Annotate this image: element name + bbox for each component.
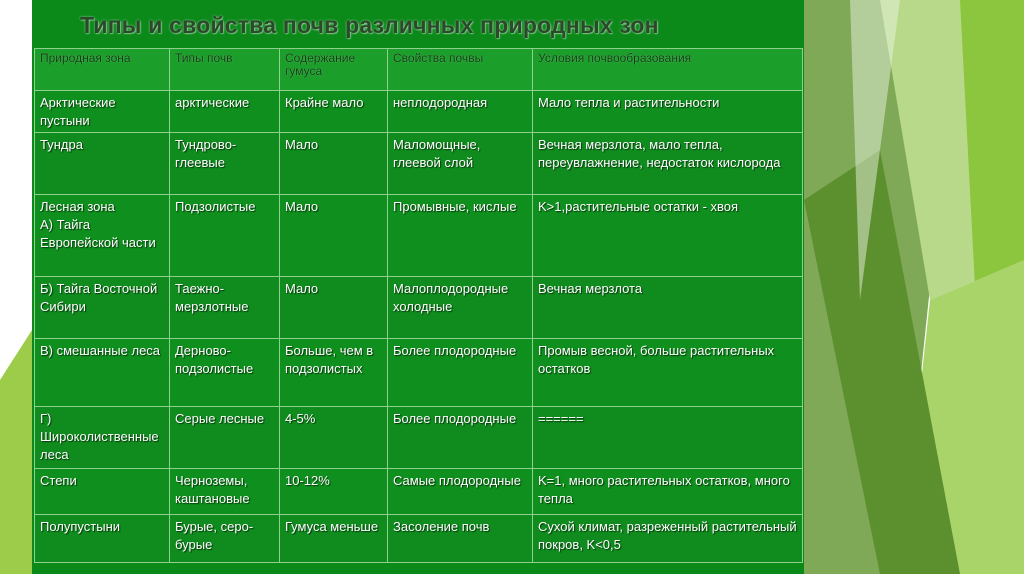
table-header-row xyxy=(35,49,803,91)
cell-zone: Полупустыни xyxy=(35,515,170,563)
cell-conditions: K=1, много растительных остатков, много тепла xyxy=(533,469,803,515)
cell-soil-type: Подзолистые xyxy=(170,195,280,277)
cell-soil-type: Серые лесные xyxy=(170,407,280,469)
cell-soil-type: Таежно-мерзлотные xyxy=(170,277,280,339)
cell-properties: Промывные, кислые xyxy=(388,195,533,277)
slide-title: Типы и свойства почв различных природных зон xyxy=(80,12,659,38)
left-triangle-shape xyxy=(0,330,32,574)
header-humus: Содержание гумуса xyxy=(280,49,388,91)
cell-properties: неплодородная xyxy=(388,91,533,133)
table-row xyxy=(35,469,803,515)
table-row xyxy=(35,339,803,407)
soil-table xyxy=(34,48,803,563)
cell-conditions: Мало тепла и растительности xyxy=(533,91,803,133)
cell-soil-type: арктические xyxy=(170,91,280,133)
cell-zone: Степи xyxy=(35,469,170,515)
cell-conditions: Промыв весной, больше растительных остатков xyxy=(533,339,803,407)
cell-zone: Г) Широколиственные леса xyxy=(35,407,170,469)
table-row xyxy=(35,195,803,277)
header-zone: Природная зона xyxy=(35,49,170,91)
table-row xyxy=(35,407,803,469)
cell-humus: Мало xyxy=(280,133,388,195)
table-row xyxy=(35,515,803,563)
cell-conditions: Вечная мерзлота, мало тепла, переувлажнение, недостаток кислорода xyxy=(533,133,803,195)
cell-soil-type: Дерново-подзолистые xyxy=(170,339,280,407)
cell-soil-type: Тундрово-глеевые xyxy=(170,133,280,195)
cell-conditions: K>1,растительные остатки - хвоя xyxy=(533,195,803,277)
cell-properties: Более плодородные xyxy=(388,407,533,469)
cell-properties: Малоплодородные холодные xyxy=(388,277,533,339)
cell-soil-type: Бурые, серо-бурые xyxy=(170,515,280,563)
cell-humus: Гумуса меньше xyxy=(280,515,388,563)
table-row xyxy=(35,133,803,195)
cell-humus: Больше, чем в подзолистых xyxy=(280,339,388,407)
cell-properties: Маломощные, глеевой слой xyxy=(388,133,533,195)
cell-humus: Мало xyxy=(280,195,388,277)
header-conditions: Условия почвообразования xyxy=(533,49,803,91)
cell-zone: Б) Тайга Восточной Сибири xyxy=(35,277,170,339)
header-soil-type: Типы почв xyxy=(170,49,280,91)
cell-properties: Засоление почв xyxy=(388,515,533,563)
cell-conditions: Сухой климат, разреженный растительный покров, K<0,5 xyxy=(533,515,803,563)
header-properties: Свойства почвы xyxy=(388,49,533,91)
table-row xyxy=(35,91,803,133)
cell-zone: Лесная зона А) Тайга Европейской части xyxy=(35,195,170,277)
cell-soil-type: Черноземы, каштановые xyxy=(170,469,280,515)
cell-humus: Крайне мало xyxy=(280,91,388,133)
cell-humus: 10-12% xyxy=(280,469,388,515)
cell-zone: В) смешанные леса xyxy=(35,339,170,407)
cell-conditions: ====== xyxy=(533,407,803,469)
cell-zone: Тундра xyxy=(35,133,170,195)
cell-zone: Арктические пустыни xyxy=(35,91,170,133)
cell-properties: Самые плодородные xyxy=(388,469,533,515)
cell-humus: Мало xyxy=(280,277,388,339)
cell-humus: 4-5% xyxy=(280,407,388,469)
slide xyxy=(32,0,804,574)
cell-properties: Более плодородные xyxy=(388,339,533,407)
cell-conditions: Вечная мерзлота xyxy=(533,277,803,339)
table-row xyxy=(35,277,803,339)
